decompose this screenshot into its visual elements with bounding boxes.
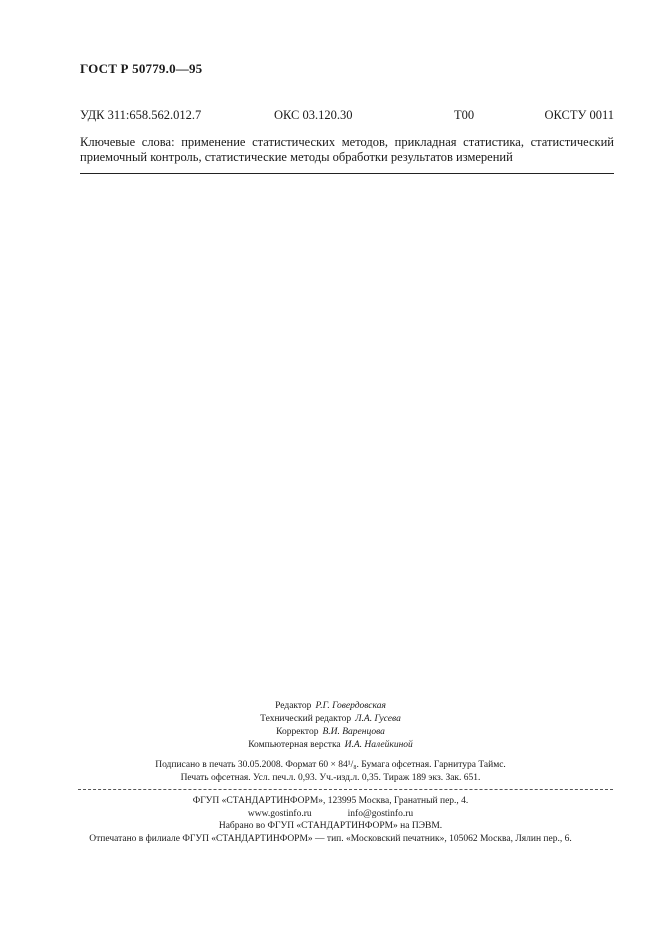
tech-editor-name: Л.А. Гусева xyxy=(355,714,401,724)
publisher-email: info@gostinfo.ru xyxy=(347,808,414,819)
bottom-divider xyxy=(78,789,613,790)
credits-block xyxy=(0,700,661,752)
editor-label: Редактор xyxy=(275,701,312,711)
standard-code: ГОСТ Р 50779.0—95 xyxy=(80,61,203,76)
layout-name: И.А. Налейкиной xyxy=(344,740,413,750)
publisher-website: www.gostinfo.ru xyxy=(247,808,312,819)
print-info-line-1: Подписано в печать 30.05.2008. Формат 60 × 84¹/₈. Бумага офсетная. Гарнитура Таймс. xyxy=(155,760,506,770)
udk-code: УДК 311:658.562.012.7 xyxy=(80,108,202,122)
oks-code: ОКС 03.120.30 xyxy=(274,108,353,122)
group-code: Т00 xyxy=(454,108,475,122)
publisher-block xyxy=(0,795,661,845)
editor-name: Р.Г. Говердовская xyxy=(315,701,386,711)
publisher-address: ФГУП «СТАНДАРТИНФОРМ», 123995 Москва, Гранатный пер., 4. xyxy=(192,796,469,806)
corrector-name: В.И. Варенцова xyxy=(322,727,385,737)
top-divider xyxy=(80,173,614,174)
layout-row xyxy=(0,739,661,752)
tech-editor-row xyxy=(0,713,661,726)
layout-label: Компьютерная верстка xyxy=(248,740,341,750)
okstu-code: ОКСТУ 0011 xyxy=(544,108,614,122)
corrector-label: Корректор xyxy=(276,727,319,737)
typeset-note: Набрано во ФГУП «СТАНДАРТИНФОРМ» на ПЭВМ. xyxy=(218,821,443,831)
classification-row xyxy=(80,108,614,124)
printed-note: Отпечатано в филиале ФГУП «СТАНДАРТИНФОРМ» — тип. «Московский печатник», 105062 Москва, Лялин пер., 6. xyxy=(89,833,572,844)
print-info-block xyxy=(0,759,661,785)
keywords-paragraph: Ключевые слова: применение статистических методов, прикладная статистика, статистический приемочный контроль, статистические методы обработки результатов измерений xyxy=(80,135,614,164)
publisher-contacts xyxy=(0,808,661,821)
editor-row xyxy=(0,700,661,713)
corrector-row xyxy=(0,726,661,739)
print-info-line-2: Печать офсетная. Усл. печ.л. 0,93. Уч.-изд.л. 0,35. Тираж 189 экз. Зак. 651. xyxy=(180,773,481,783)
tech-editor-label: Технический редактор xyxy=(260,714,352,724)
